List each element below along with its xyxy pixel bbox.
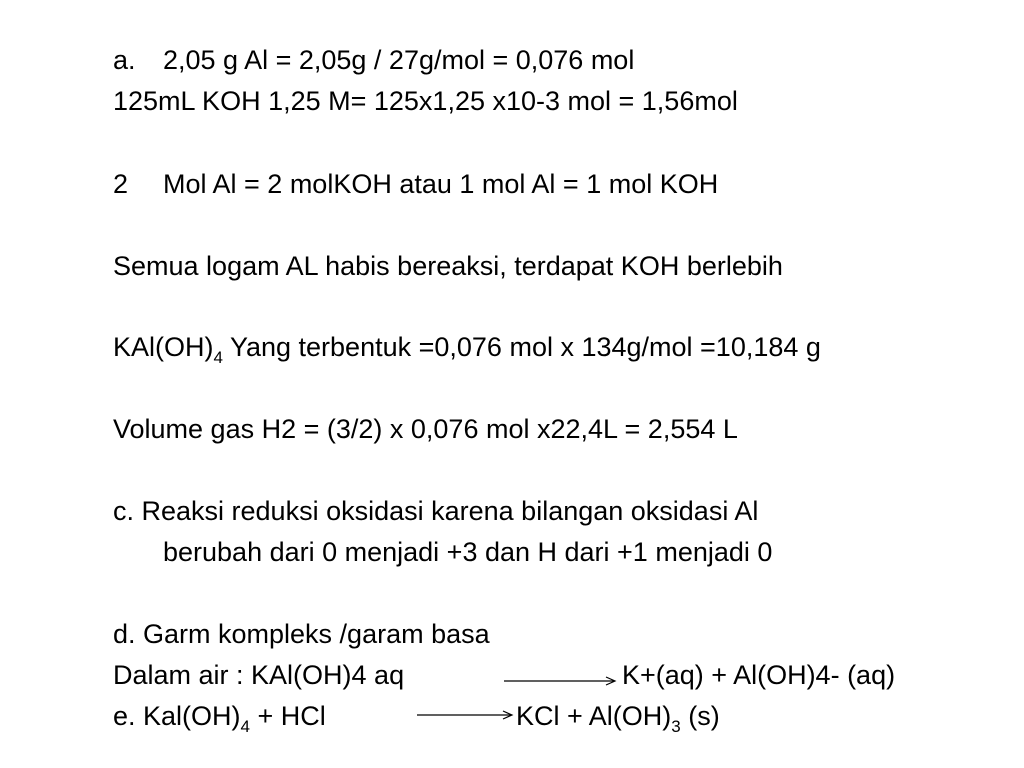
line-dalam-left: Dalam air : KAl(OH)4 aq: [113, 660, 405, 690]
line-e-left: [113, 700, 326, 736]
line-c2: berubah dari 0 menjadi +3 dan H dari +1 menjadi 0: [163, 537, 773, 567]
kaloh-subscript: 4: [213, 348, 223, 367]
line-ratio: [113, 168, 718, 200]
line-kaloh: [113, 331, 821, 367]
line-d: d. Garm kompleks /garam basa: [113, 619, 490, 649]
e-suffix: (s): [680, 701, 720, 731]
line-koh: 125mL KOH 1,25 M= 125x1,25 x10-3 mol = 1,56mol: [113, 86, 738, 116]
kaloh-formula: KAl(OH): [113, 332, 214, 362]
line-a: [113, 44, 634, 76]
line-a-text: 2,05 g Al = 2,05g / 27g/mol = 0,076 mol: [163, 45, 635, 75]
reaction-arrow-icon: [415, 708, 517, 722]
line-dalam-right: K+(aq) + Al(OH)4- (aq): [622, 660, 896, 690]
line-c1: c. Reaksi reduksi oksidasi karena bilangan oksidasi Al: [113, 496, 759, 526]
kaloh-text: Yang terbentuk =0,076 mol x 134g/mol =10,184 g: [222, 332, 821, 362]
e-right-prefix: KCl + Al(OH): [516, 701, 672, 731]
line-ratio-label: 2: [113, 169, 129, 199]
e-sub2: 3: [671, 717, 681, 736]
line-a-label: a.: [113, 45, 136, 75]
e-mid: + HCl: [250, 701, 326, 731]
e-prefix: e. Kal(OH): [113, 701, 241, 731]
e-sub1: 4: [240, 717, 250, 736]
line-semua: Semua logam AL habis bereaksi, terdapat KOH berlebih: [113, 251, 783, 281]
line-e-right: [516, 700, 720, 736]
line-volume: Volume gas H2 = (3/2) x 0,076 mol x22,4L = 2,554 L: [113, 414, 738, 444]
line-ratio-text: Mol Al = 2 molKOH atau 1 mol Al = 1 mol KOH: [163, 169, 719, 199]
reaction-arrow-icon: [500, 674, 620, 688]
